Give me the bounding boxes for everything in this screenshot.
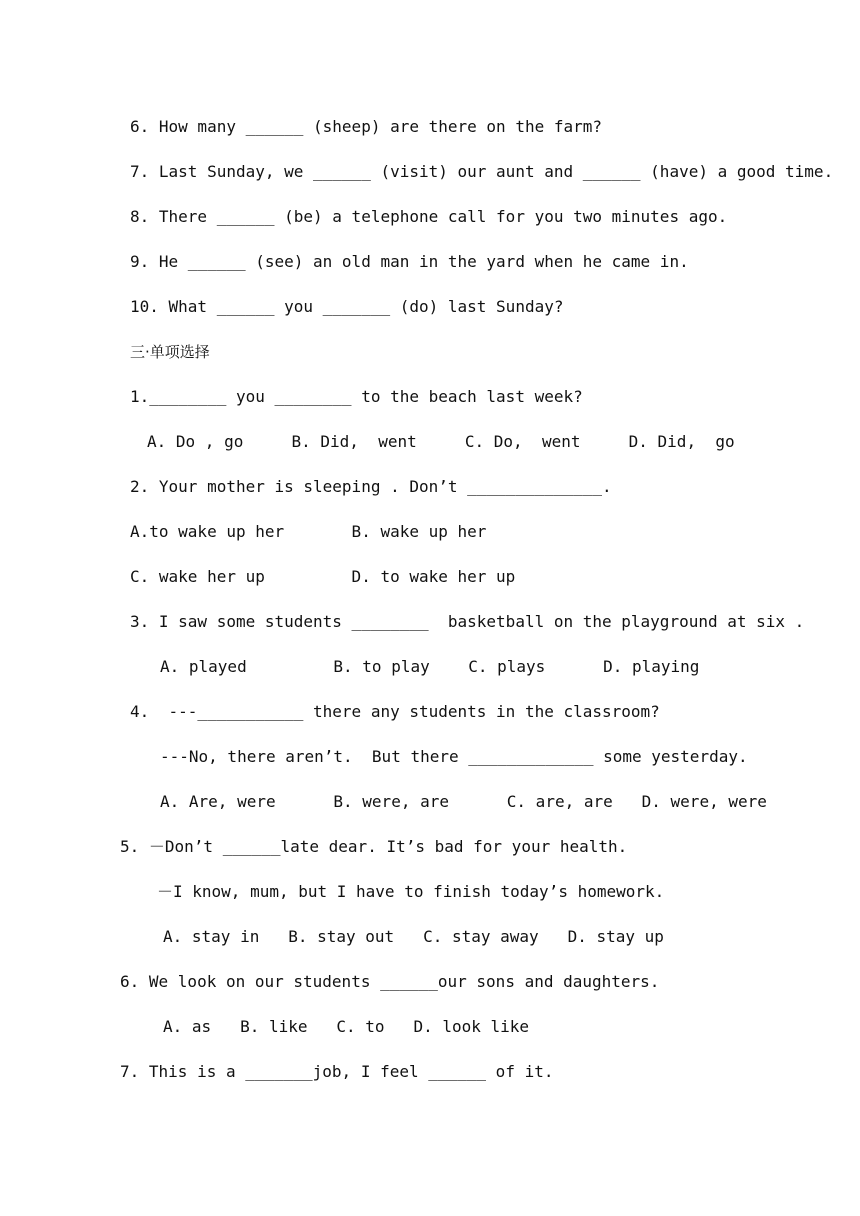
question-1-options: A. Do , go B. Did, went C. Do, went D. Did, go (147, 432, 735, 451)
question-2-options-ab: A.to wake up her B. wake up her (130, 522, 487, 541)
question-2: 2. Your mother is sleeping . Don’t ______________. (130, 477, 612, 496)
question-6-options: A. as B. like C. to D. look like (163, 1017, 530, 1036)
question-5: 5. －Don’t ______late dear. It’s bad for your health. (120, 837, 628, 856)
question-6: 6. We look on our students ______our sons and daughters. (120, 972, 660, 991)
question-2-options-cd: C. wake her up D. to wake her up (130, 567, 516, 586)
question-7: 7. This is a _______job, I feel ______ of it. (120, 1062, 554, 1081)
question-4: 4. ---___________ there any students in the classroom? (130, 702, 660, 721)
fill-blank-item-8: 8. There ______ (be) a telephone call for you two minutes ago. (130, 207, 728, 226)
question-1: 1.________ you ________ to the beach last week? (130, 387, 583, 406)
question-4-options: A. Are, were B. were, are C. are, are D. were, were (160, 792, 767, 811)
question-4-reply: ---No, there aren’t. But there _____________ some yesterday. (160, 747, 748, 766)
fill-blank-item-6: 6. How many ______ (sheep) are there on the farm? (130, 117, 603, 136)
fill-blank-item-7: 7. Last Sunday, we ______ (visit) our aunt and ______ (have) a good time. (130, 162, 834, 181)
question-3: 3. I saw some students ________ basketball on the playground at six . (130, 612, 805, 631)
fill-blank-item-9: 9. He ______ (see) an old man in the yard when he came in. (130, 252, 689, 271)
question-3-options: A. played B. to play C. plays D. playing (160, 657, 700, 676)
question-5-reply: －I know, mum, but I have to finish today’s homework. (157, 882, 665, 901)
question-5-options: A. stay in B. stay out C. stay away D. stay up (163, 927, 664, 946)
section-heading: 三·单项选择 (130, 343, 210, 361)
fill-blank-item-10: 10. What ______ you _______ (do) last Sunday? (130, 297, 564, 316)
